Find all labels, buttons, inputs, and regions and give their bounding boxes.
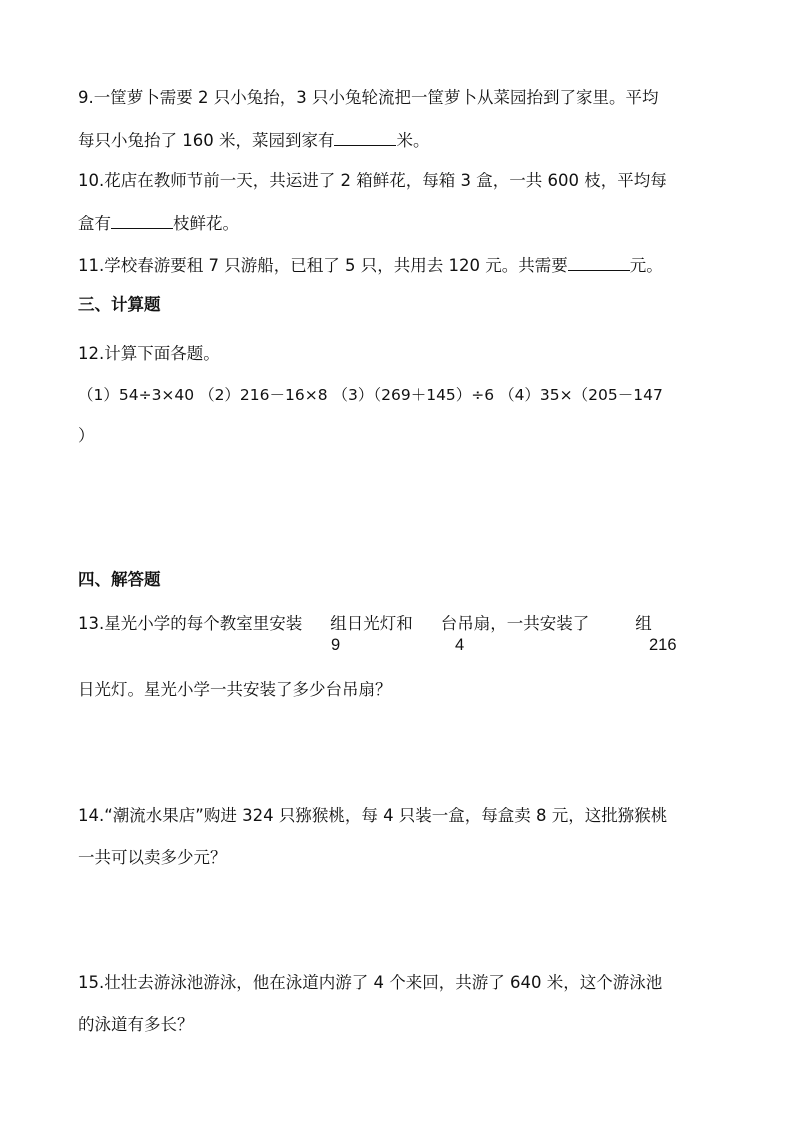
section-3-heading: 三、计算题 bbox=[78, 295, 161, 314]
q15-line1: 15.壮壮去游泳池游泳，他在泳道内游了 4 个来回，共游了 640 米，这个游泳池 bbox=[78, 973, 663, 992]
q10-line2 bbox=[78, 212, 239, 234]
q13-text-4: 组 bbox=[635, 614, 652, 633]
q13-text-2: 组日光灯和 bbox=[330, 614, 413, 633]
q9-line1: 9.一筐萝卜需要 2 只小兔抬，3 只小兔轮流把一筐萝卜从菜园抬到了家里。平均 bbox=[78, 88, 659, 107]
q13-number-9: 9 bbox=[331, 636, 341, 654]
q13-number-4: 4 bbox=[455, 636, 465, 654]
q13-line2: 日光灯。星光小学一共安装了多少台吊扇？ bbox=[78, 680, 392, 699]
q10-line1: 10.花店在教师节前一天，共运进了 2 箱鲜花，每箱 3 盒，一共 600 枝，平均每 bbox=[78, 171, 667, 190]
q12-line2: （1）54÷3×40 （2）216－16×8 （3）（269＋145）÷6 （4）35×（205－147 bbox=[78, 386, 663, 404]
q9-answer-blank[interactable] bbox=[334, 129, 396, 146]
q10-answer-blank[interactable] bbox=[111, 212, 173, 229]
q11-line1-text: 11.学校春游要租 7 只游船，已租了 5 只，共用去 120 元。共需要 bbox=[78, 256, 568, 275]
q14-line2: 一共可以卖多少元？ bbox=[78, 848, 227, 867]
q9-line2-unit: 米。 bbox=[396, 131, 430, 150]
q11-line1-unit: 元。 bbox=[629, 256, 663, 275]
q9-line2-text: 每只小兔抬了 160 米，菜园到家有 bbox=[78, 131, 335, 150]
q11-line1 bbox=[78, 254, 663, 276]
q10-line2-unit: 枝鲜花。 bbox=[173, 214, 239, 233]
q9-line2 bbox=[78, 129, 429, 151]
q10-line2-text: 盒有 bbox=[78, 214, 111, 233]
q13-text-3: 台吊扇，一共安装了 bbox=[440, 614, 590, 633]
q13-number-216: 216 bbox=[649, 636, 677, 654]
section-4-heading: 四、解答题 bbox=[78, 570, 161, 589]
q12-line3: ） bbox=[78, 426, 95, 445]
q14-line1: 14.“潮流水果店”购进 324 只猕猴桃，每 4 只装一盒，每盒卖 8 元，这批猕猴桃 bbox=[78, 806, 668, 825]
q15-line2: 的泳道有多长？ bbox=[78, 1015, 194, 1034]
q13-text-1: 13.星光小学的每个教室里安装 bbox=[78, 614, 303, 633]
q12-line1: 12.计算下面各题。 bbox=[78, 344, 220, 363]
q13-line1 bbox=[78, 614, 652, 634]
q11-answer-blank[interactable] bbox=[568, 254, 630, 271]
